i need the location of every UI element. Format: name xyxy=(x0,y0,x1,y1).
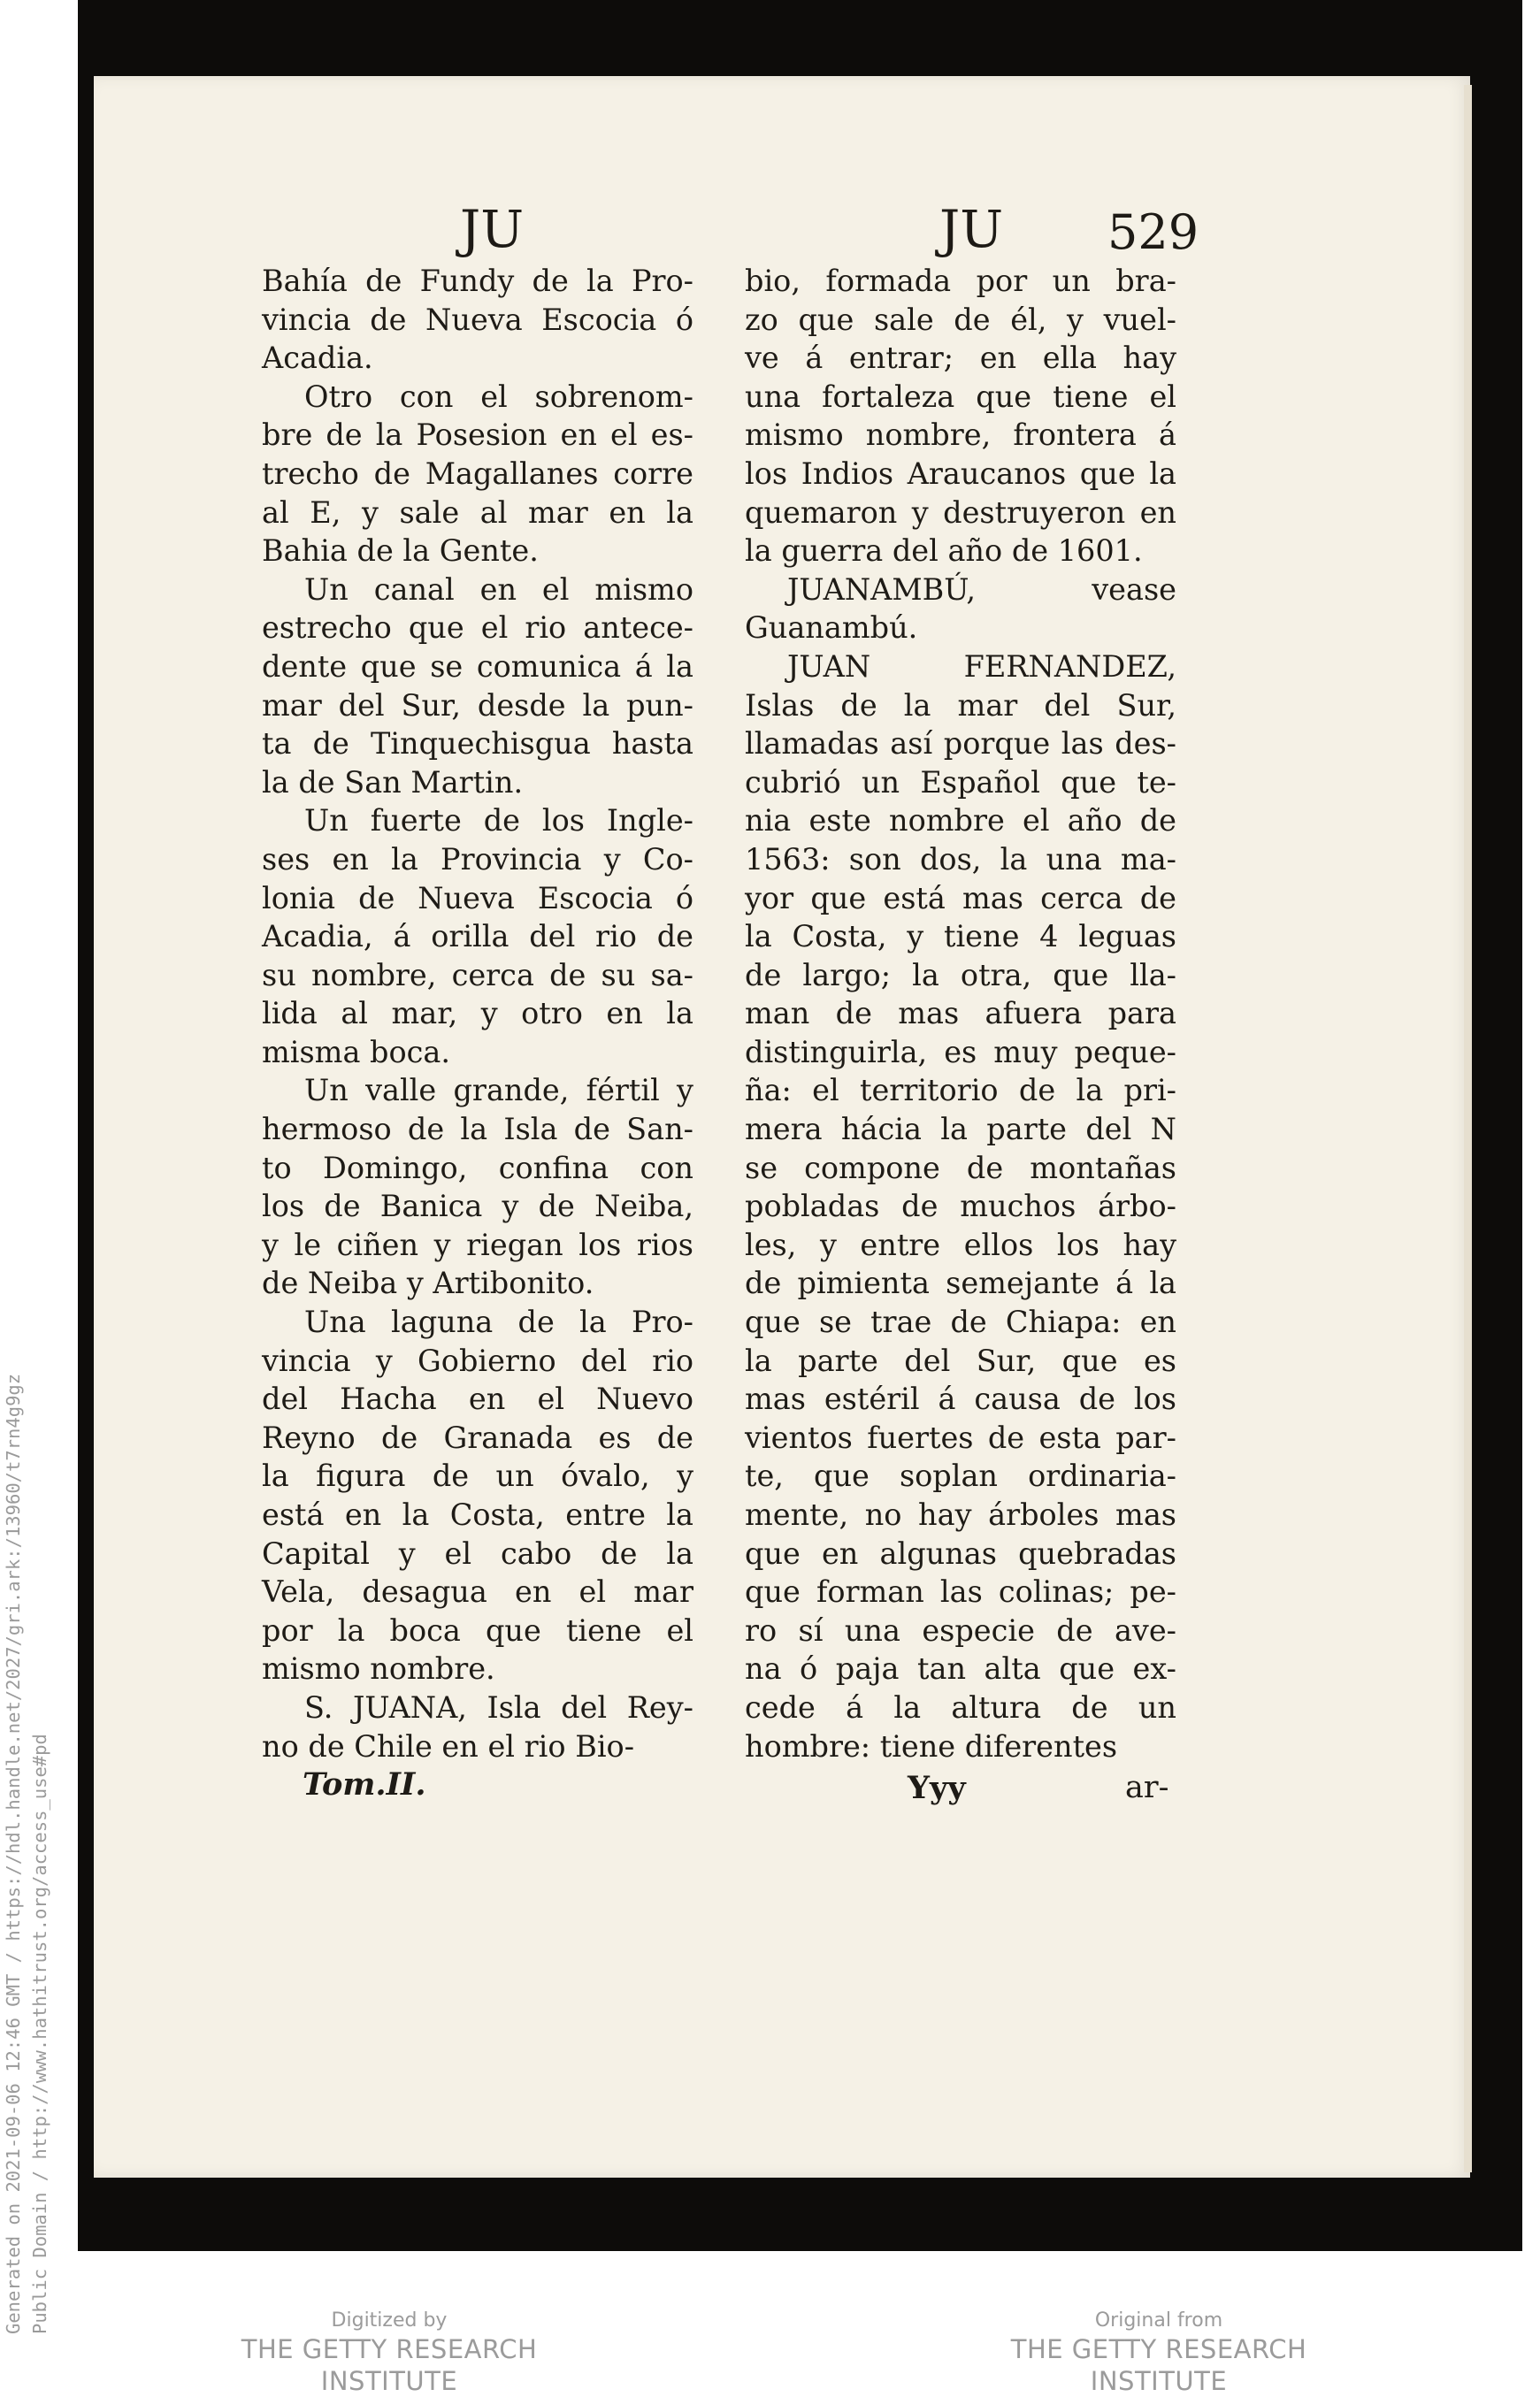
side-stamp xyxy=(0,1181,62,2366)
credit-left-label: Digitized by xyxy=(331,2309,448,2332)
text-line: nia este nombre el año de xyxy=(745,803,1176,839)
text-line: bre de la Posesion en el es- xyxy=(262,417,693,453)
text-line: se compone de montañas xyxy=(745,1150,1176,1185)
text-line: man de mas afuera para xyxy=(745,996,1176,1031)
right-signature: Yyy xyxy=(908,1770,966,1806)
credit-right xyxy=(946,2309,1371,2397)
text-line: la guerra del año de 1601. xyxy=(745,533,1143,569)
paragraph xyxy=(262,801,693,1071)
text-line: ve á entrar; en ella hay xyxy=(745,341,1176,376)
page-number: 529 xyxy=(1107,204,1199,260)
text-line: JUANAMBÚ, vease xyxy=(787,571,1176,607)
text-line: misma boca. xyxy=(262,1034,451,1069)
text-line: Un canal en el mismo xyxy=(304,571,693,607)
paragraph xyxy=(262,1071,693,1303)
paragraph xyxy=(262,571,693,802)
paragraph xyxy=(262,378,693,571)
right-running-head: JU xyxy=(939,199,1004,259)
text-line: hombre: tiene diferentes xyxy=(745,1728,1118,1764)
text-line: JUAN FERNANDEZ, xyxy=(787,648,1176,684)
text-line: Bahia de la Gente. xyxy=(262,533,539,569)
text-line: zo que sale de él, y vuel- xyxy=(745,302,1176,337)
text-line: Una laguna de la Pro- xyxy=(304,1305,693,1340)
text-line: Vela, desagua en el mar xyxy=(262,1574,693,1610)
paragraph xyxy=(262,262,693,378)
paragraph xyxy=(745,262,1176,571)
text-line: de largo; la otra, que lla- xyxy=(745,957,1176,992)
text-line: vientos fuertes de esta par- xyxy=(745,1420,1176,1455)
text-line: la Costa, y tiene 4 leguas xyxy=(745,919,1176,954)
paragraph xyxy=(745,647,1176,1765)
text-line: dente que se comunica á la xyxy=(262,648,693,684)
text-line: la figura de un óvalo, y xyxy=(262,1459,693,1494)
text-line: que se trae de Chiapa: en xyxy=(745,1305,1176,1340)
text-line: trecho de Magallanes corre xyxy=(262,456,693,491)
text-line: de pimienta semejante á la xyxy=(745,1266,1176,1301)
paragraph xyxy=(262,1303,693,1689)
catchword: ar- xyxy=(1125,1770,1169,1805)
text-line: mismo nombre, frontera á xyxy=(745,417,1176,453)
signature-mark: Tom.II. xyxy=(303,1766,426,1803)
text-line: Otro con el sobrenom- xyxy=(304,379,693,414)
text-line: lida al mar, y otro en la xyxy=(262,996,693,1031)
text-line: Reyno de Granada es de xyxy=(262,1420,693,1455)
side-stamp-line-2: Public Domain / http://www.hathitrust.org/access_use#pd xyxy=(29,1734,50,2334)
text-line: los de Banica y de Neiba, xyxy=(262,1189,693,1224)
text-line: ro sí una especie de ave- xyxy=(745,1612,1176,1648)
text-line: Un fuerte de los Ingle- xyxy=(304,803,693,839)
text-line: ses en la Provincia y Co- xyxy=(262,841,693,877)
text-line: distinguirla, es muy peque- xyxy=(745,1034,1176,1069)
text-line: mas estéril á causa de los xyxy=(745,1382,1176,1417)
text-line: Guanambú. xyxy=(745,610,918,646)
text-line: bio, formada por un bra- xyxy=(745,264,1176,298)
text-line: llamadas así porque las des- xyxy=(745,726,1176,762)
text-line: 1563: son dos, la una ma- xyxy=(745,841,1176,877)
left-running-head: JU xyxy=(460,199,525,259)
text-line: Acadia, á orilla del rio de xyxy=(262,919,693,954)
text-line: del Hacha en el Nuevo xyxy=(262,1382,693,1417)
text-line: mente, no hay árboles mas xyxy=(745,1497,1176,1532)
text-line: mismo nombre. xyxy=(262,1651,495,1687)
text-line: lonia de Nueva Escocia ó xyxy=(262,880,693,915)
text-line: una fortaleza que tiene el xyxy=(745,379,1176,414)
text-line: Islas de la mar del Sur, xyxy=(745,687,1176,723)
text-line: cede á la altura de un xyxy=(745,1689,1176,1725)
text-line: S. JUANA, Isla del Rey- xyxy=(304,1689,693,1725)
text-line: está en la Costa, entre la xyxy=(262,1497,693,1532)
text-line: ña: el territorio de la pri- xyxy=(745,1073,1176,1108)
text-line: al E, y sale al mar en la xyxy=(262,494,693,530)
text-line: pobladas de muchos árbo- xyxy=(745,1189,1176,1224)
text-line: la de San Martin. xyxy=(262,764,524,800)
text-line: por la boca que tiene el xyxy=(262,1612,693,1648)
text-line: estrecho que el rio antece- xyxy=(262,610,693,646)
text-line: Capital y el cabo de la xyxy=(262,1535,693,1571)
text-line: los Indios Araucanos que la xyxy=(745,456,1176,491)
text-line: cubrió un Español que te- xyxy=(745,764,1176,800)
text-line: vincia de Nueva Escocia ó xyxy=(262,302,693,337)
text-line: que en algunas quebradas xyxy=(745,1535,1176,1571)
credit-right-label: Original from xyxy=(1094,2309,1223,2332)
text-line: hermoso de la Isla de San- xyxy=(262,1112,693,1147)
paragraph xyxy=(262,1689,693,1765)
text-line: la parte del Sur, que es xyxy=(745,1343,1176,1378)
left-text-column xyxy=(262,262,693,1765)
text-line: su nombre, cerca de su sa- xyxy=(262,957,693,992)
credit-right-name: THE GETTY RESEARCH INSTITUTE xyxy=(1010,2334,1307,2396)
text-line: Bahía de Fundy de la Pro- xyxy=(262,264,693,298)
text-line: ta de Tinquechisgua hasta xyxy=(262,726,693,762)
text-line: na ó paja tan alta que ex- xyxy=(745,1651,1176,1687)
credit-left xyxy=(177,2309,601,2397)
text-line: mar del Sur, desde la pun- xyxy=(262,687,693,723)
text-line: te, que soplan ordinaria- xyxy=(745,1459,1176,1494)
paragraph xyxy=(745,571,1176,647)
text-line: Acadia. xyxy=(262,341,373,376)
text-line: mera hácia la parte del N xyxy=(745,1112,1176,1147)
text-line: no de Chile en el rio Bio- xyxy=(262,1728,635,1764)
text-line: de Neiba y Artibonito. xyxy=(262,1266,594,1301)
side-stamp-line-1: Generated on 2021-09-06 12:46 GMT / https://hdl.handle.net/2027/gri.ark:/13960/t7rn4g9gz xyxy=(3,1373,24,2334)
credit-left-name: THE GETTY RESEARCH INSTITUTE xyxy=(241,2334,538,2396)
text-line: quemaron y destruyeron en xyxy=(745,494,1176,530)
text-line: que forman las colinas; pe- xyxy=(745,1574,1176,1610)
text-line: les, y entre ellos los hay xyxy=(745,1227,1176,1262)
text-line: yor que está mas cerca de xyxy=(745,880,1176,915)
text-line: Un valle grande, fértil y xyxy=(304,1073,693,1108)
text-line: vincia y Gobierno del rio xyxy=(262,1343,693,1378)
text-line: y le ciñen y riegan los rios xyxy=(262,1227,693,1262)
right-text-column xyxy=(745,262,1176,1765)
page-edge xyxy=(1464,85,1472,2172)
text-line: to Domingo, confina con xyxy=(262,1150,693,1185)
